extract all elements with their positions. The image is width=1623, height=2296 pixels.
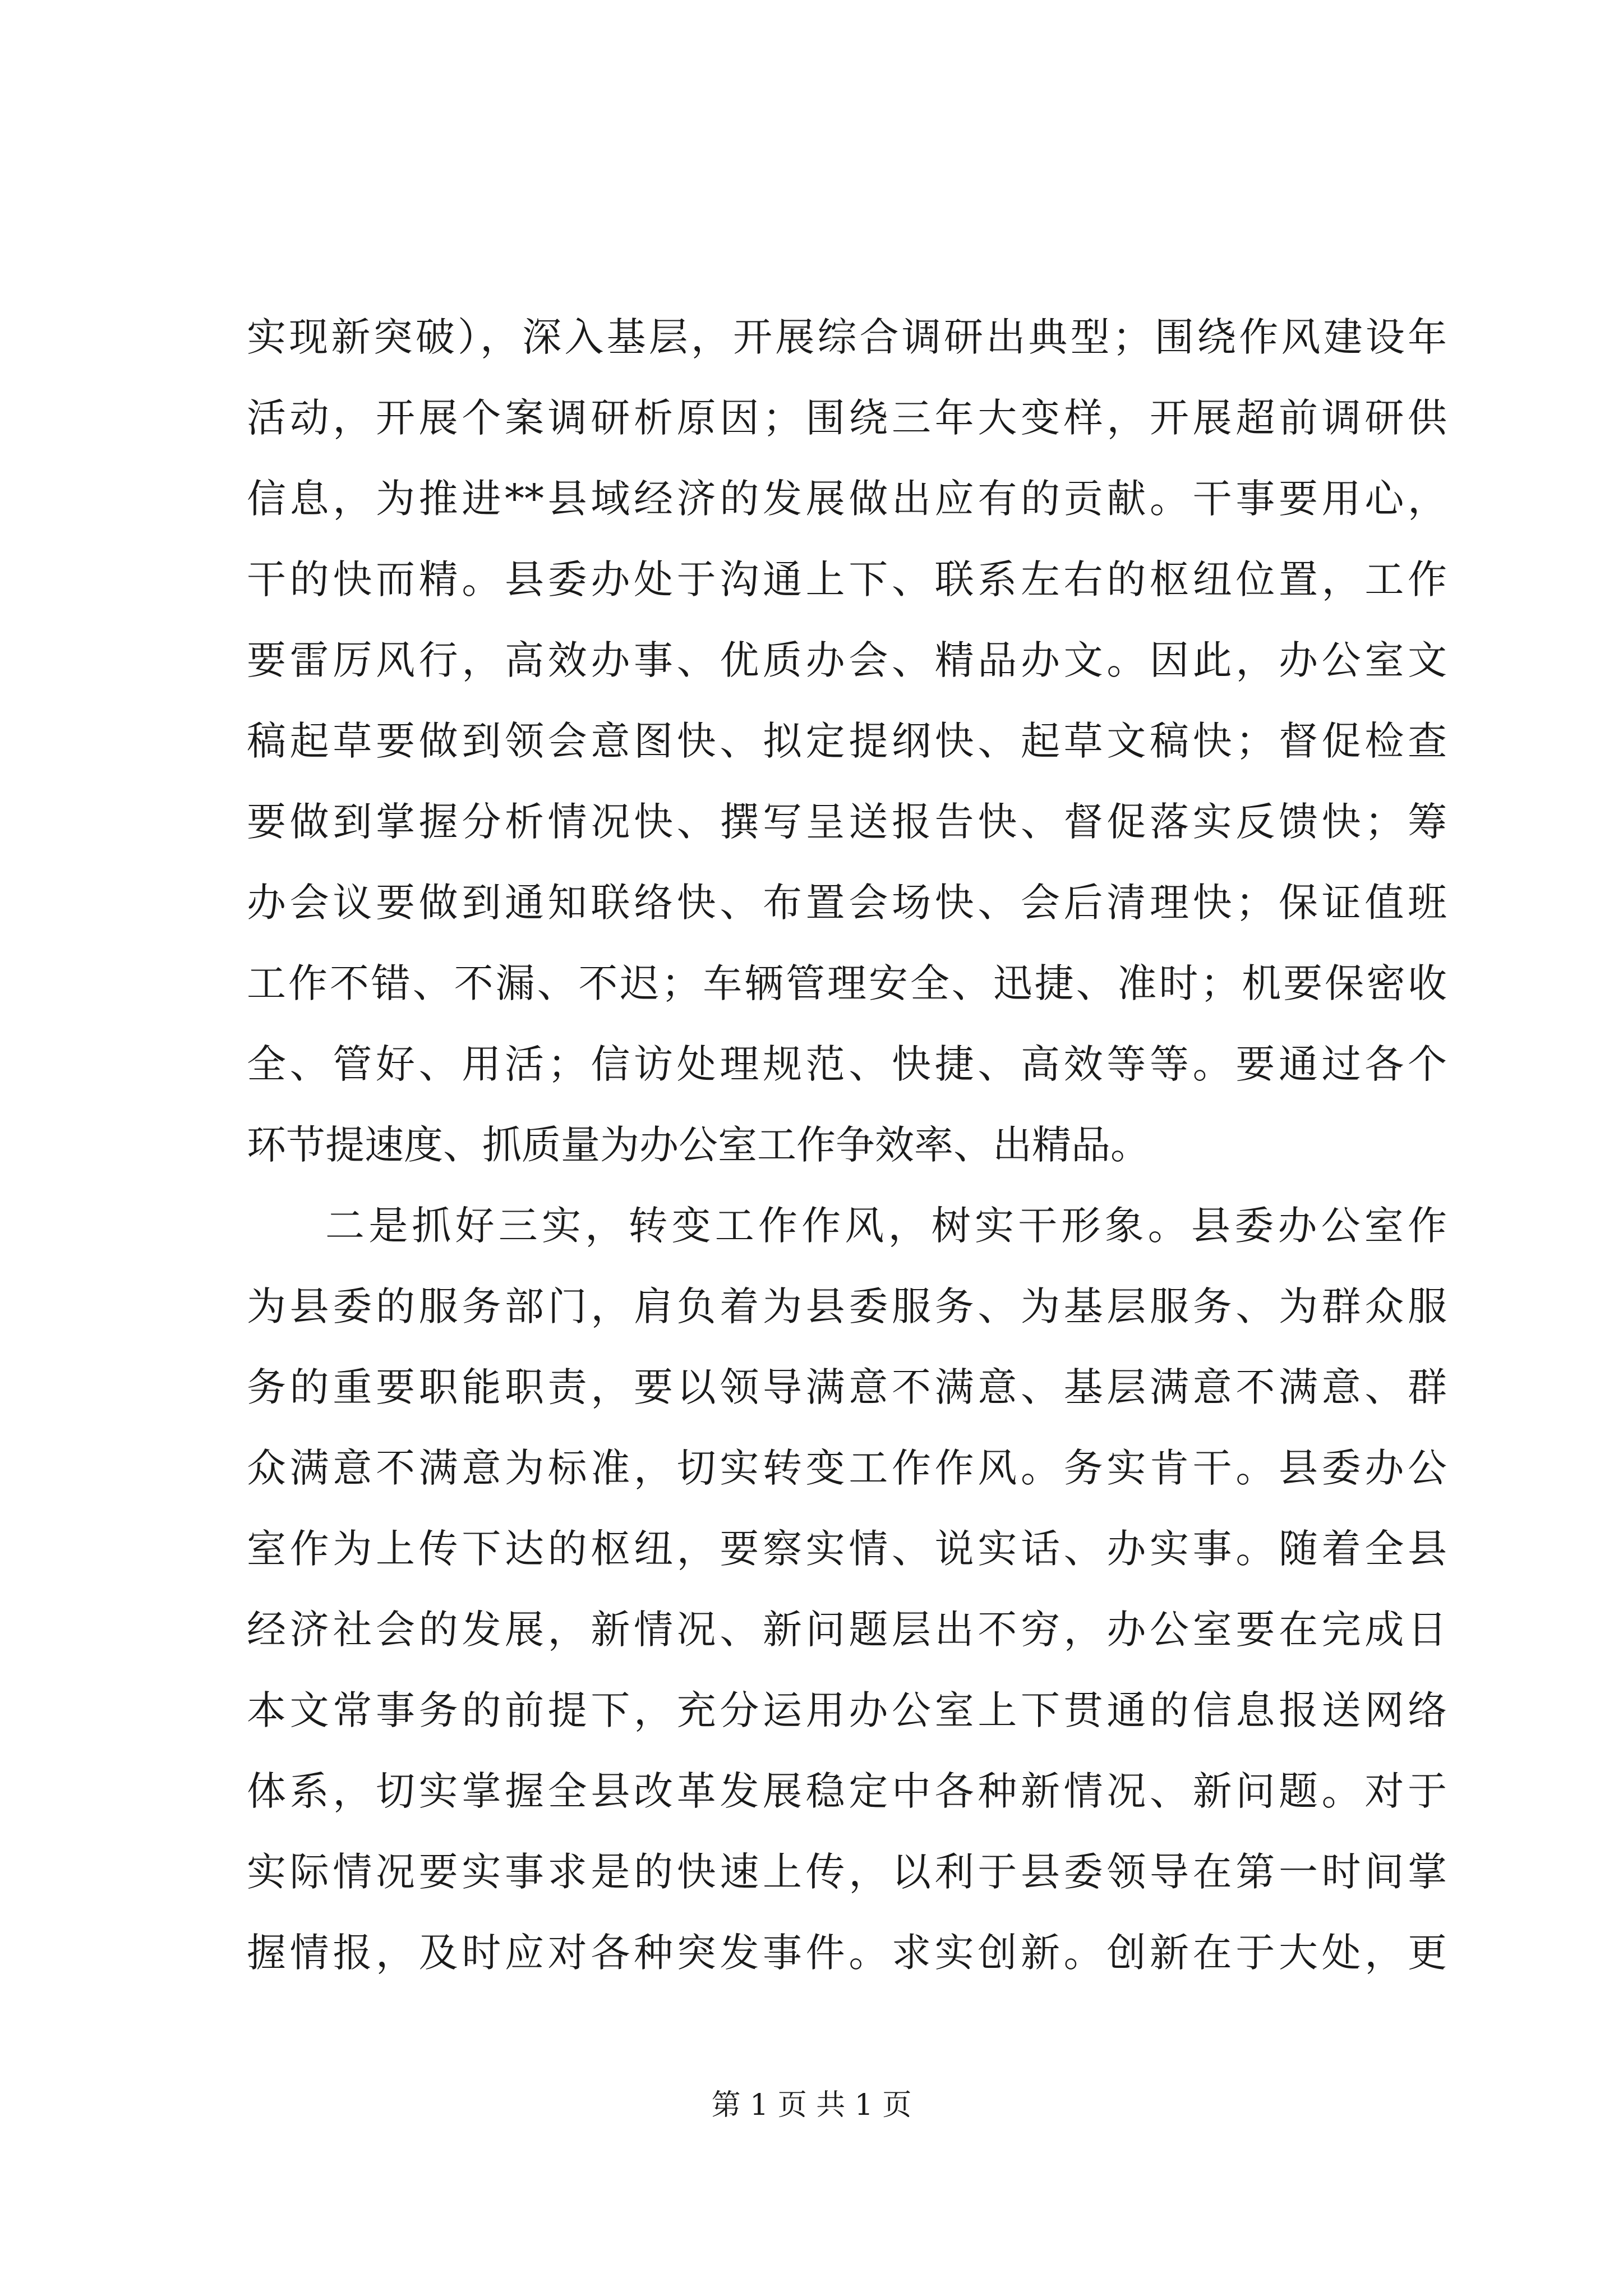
text-line-1: 实现新突破），深入基层，开展综合调研出典型；围绕作风建设年 — [247, 314, 1447, 360]
text-line-19: 体系，切实掌握全县改革发展稳定中各种新情况、新问题。对于 — [247, 1768, 1447, 1814]
text-line-14: 务的重要职能职责，要以领导满意不满意、基层满意不满意、群 — [247, 1364, 1447, 1410]
text-line-8: 办会议要做到通知联络快、布置会场快、会后清理快；保证值班 — [247, 880, 1447, 926]
text-line-7: 要做到掌握分析情况快、撰写呈送报告快、督促落实反馈快；筹 — [247, 799, 1447, 845]
text-line-4: 干的快而精。县委办处于沟通上下、联系左右的枢纽位置，工作 — [247, 556, 1447, 602]
page-footer: 第 1 页 共 1 页 — [711, 2088, 912, 2122]
text-line-13: 为县委的服务部门，肩负着为县委服务、为基层服务、为群众服 — [247, 1283, 1447, 1329]
text-line-3: 信息，为推进**县域经济的发展做出应有的贡献。干事要用心， — [247, 476, 1447, 522]
text-line-17: 经济社会的发展，新情况、新问题层出不穷，办公室要在完成日 — [247, 1607, 1447, 1653]
text-line-6: 稿起草要做到领会意图快、拟定提纲快、起草文稿快；督促检查 — [247, 718, 1447, 764]
text-line-18: 本文常事务的前提下，充分运用办公室上下贯通的信息报送网络 — [247, 1687, 1447, 1733]
text-line-15: 众满意不满意为标准，切实转变工作作风。务实肯干。县委办公 — [247, 1445, 1447, 1491]
text-line-9: 工作不错、不漏、不迟；车辆管理安全、迅捷、准时；机要保密收 — [247, 960, 1447, 1006]
paragraph-start-line: 二是抓好三实，转变工作作风，树实干形象。县委办公室作 — [325, 1203, 1447, 1249]
text-line-2: 活动，开展个案调研析原因；围绕三年大变样，开展超前调研供 — [247, 395, 1447, 441]
text-line-5: 要雷厉风行，高效办事、优质办会、精品办文。因此，办公室文 — [247, 637, 1447, 683]
text-line-21: 握情报，及时应对各种突发事件。求实创新。创新在于大处，更 — [247, 1930, 1447, 1976]
text-line-20: 实际情况要实事求是的快速上传，以利于县委领导在第一时间掌 — [247, 1849, 1447, 1895]
text-line-11: 环节提速度、抓质量为办公室工作争效率、出精品。 — [247, 1122, 1150, 1168]
text-line-16: 室作为上传下达的枢纽，要察实情、说实话、办实事。随着全县 — [247, 1526, 1447, 1572]
text-line-10: 全、管好、用活；信访处理规范、快捷、高效等等。要通过各个 — [247, 1041, 1447, 1087]
